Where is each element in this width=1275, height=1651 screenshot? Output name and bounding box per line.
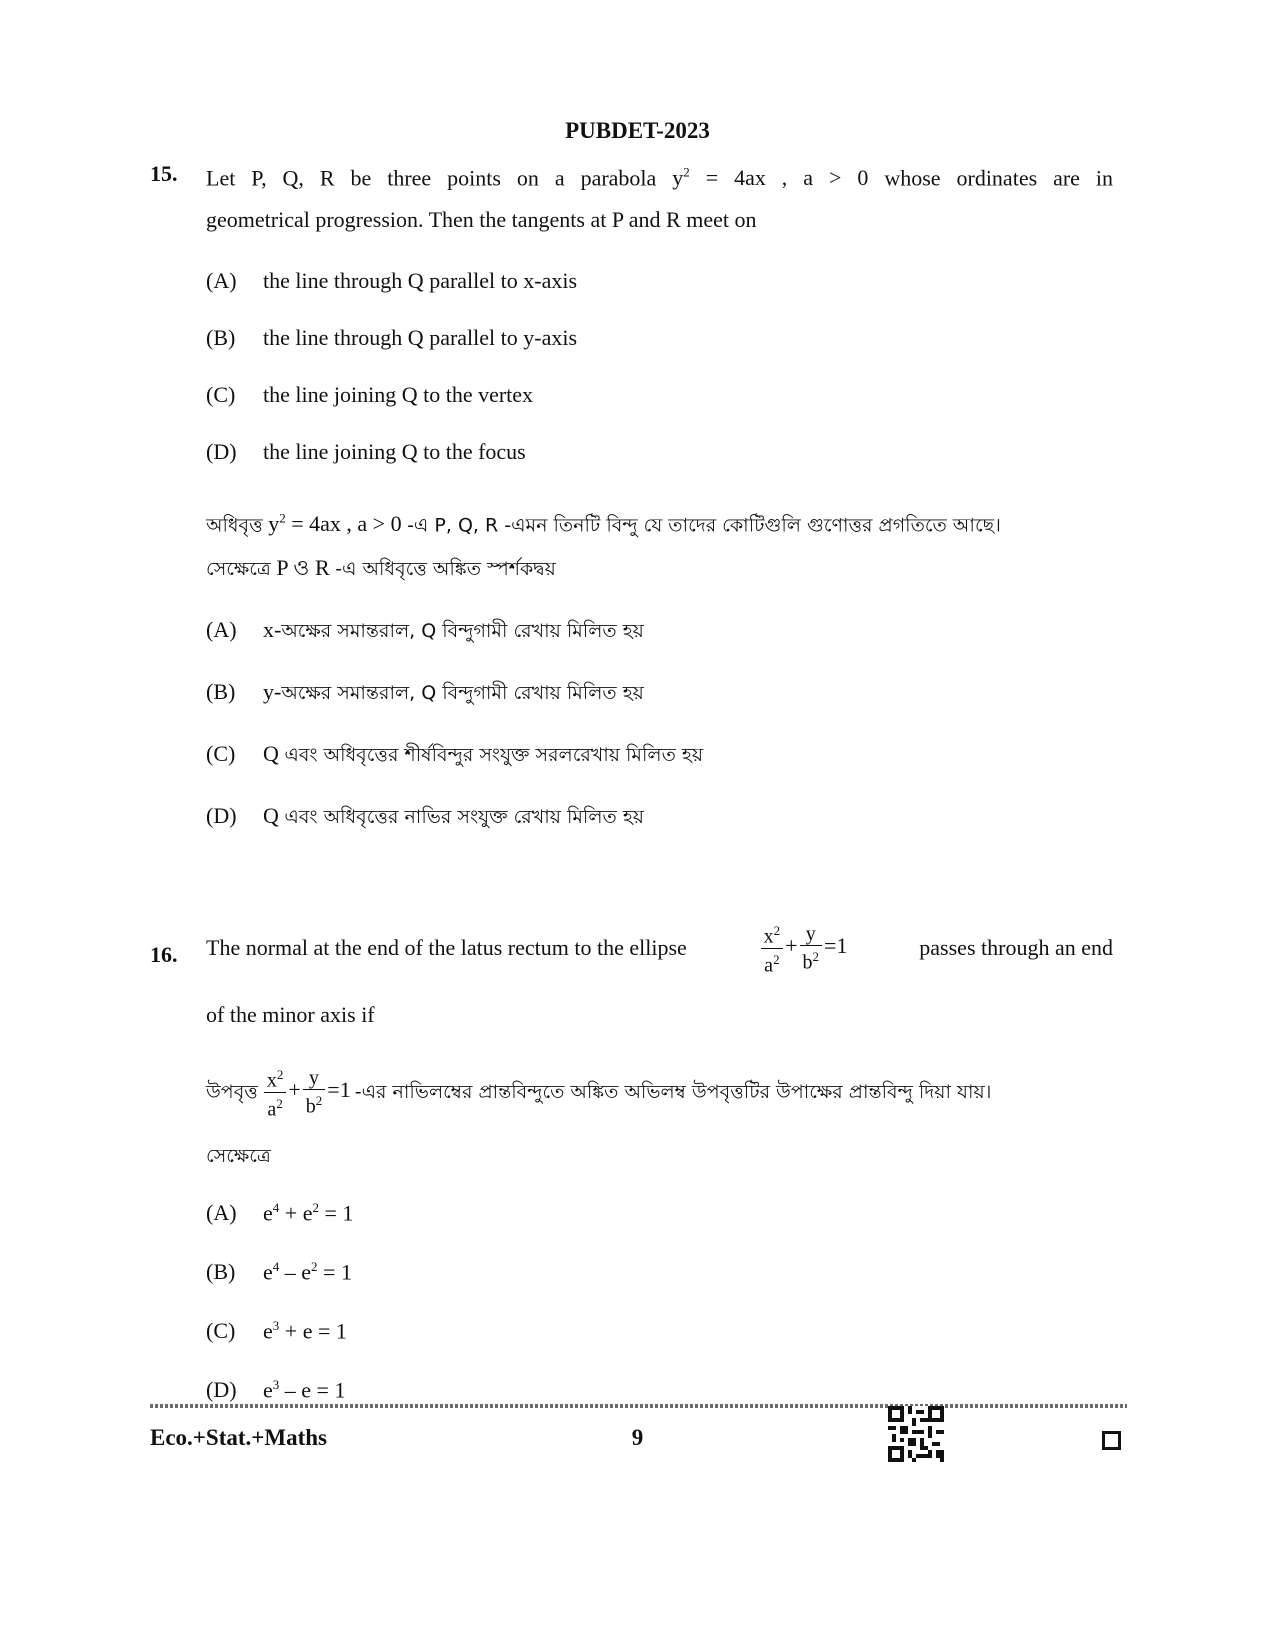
q15-option-d: (D) the line joining Q to the focus xyxy=(206,439,526,464)
q15-english-line-2: geometrical progression. Then the tangents at P and R meet on xyxy=(206,207,757,232)
q16-english-line-1 xyxy=(206,920,1113,976)
q15-bengali-line-2: সেক্ষেত্রে P ও R -এ অধিবৃত্তে অঙ্কিত স্পর্শকদ্বয় xyxy=(206,555,556,580)
q15-bengali-option-b: (B) y-অক্ষের সমান্তরাল, Q বিন্দুগামী রেখায় মিলিত হয় xyxy=(206,679,644,704)
q15-bengali-line-1: অধিবৃত্ত $y^2 = 4ax$ , a > 0 -এ P, Q, R -এমন তিনটি বিন্দু যে তাদের কোটিগুলি গুণোত্তর প্রগতিতে আছে। xyxy=(206,511,1001,537)
q15-bengali-option-a: (A) x-অক্ষের সমান্তরাল, Q বিন্দুগামী রেখায় মিলিত হয় xyxy=(206,617,644,642)
question-number-15: 15. xyxy=(150,161,178,186)
q15-bengali-option-d: (D) Q এবং অধিবৃত্তের নাভির সংযুক্ত রেখায় মিলিত হয় xyxy=(206,803,644,828)
q16-english-line-2: of the minor axis if xyxy=(206,1002,375,1027)
qr-code-icon xyxy=(888,1406,944,1462)
checkbox-square-icon xyxy=(1102,1431,1121,1450)
q16-equation: $\frac{x^2}{a^2}$ + $\frac{y}{b^2}$ =1 xyxy=(759,920,848,976)
q15-bengali-option-c: (C) Q এবং অধিবৃত্তের শীর্ষবিন্দুর সংযুক্ত সরলরেখায় মিলিত হয় xyxy=(206,741,704,766)
q16-bengali-equation: $\frac{x^2}{a^2}$ + $\frac{y}{b^2}$ =1 xyxy=(262,1064,351,1120)
q15-option-c: (C) the line joining Q to the vertex xyxy=(206,382,534,407)
q16-text-b: passes through an end xyxy=(919,935,1113,961)
page-number: 9 xyxy=(631,1425,644,1450)
q16-option-d: (D) $e^3 - e = 1$ xyxy=(206,1377,346,1403)
subject-label: Eco.+Stat.+Maths xyxy=(150,1425,327,1450)
q16-option-c: (C) $e^3 + e = 1$ xyxy=(206,1318,347,1344)
q16-text-a: The normal at the end of the latus rectum to the ellipse xyxy=(206,935,687,961)
q15-option-b: (B) the line through Q parallel to y-axis xyxy=(206,325,578,350)
q15-english-line-1 xyxy=(206,158,1113,193)
q16-bengali-line-2: সেক্ষেত্রে xyxy=(206,1145,271,1167)
q15-text-a: Let P, Q, R be three points on a parabola xyxy=(206,165,657,191)
q15-equation: $y^2 = 4ax$ , a > 0 xyxy=(672,165,869,191)
q15-option-a: (A) the line through Q parallel to x-axis xyxy=(206,268,578,293)
q16-bengali-line-1: উপবৃত্ত $\frac{x^2}{a^2}$ + $\frac{y}{b^2}$ =1 -এর নাভিলম্বের প্রান্তবিন্দুতে অঙ্কিত অভিলম্ব উপবৃত্তটির উপাক্ষের প্রান্তবিন্দু দিয়া যায়। xyxy=(206,1064,991,1120)
q16-option-a: (A) $e^4 + e^2 = 1$ xyxy=(206,1200,354,1226)
q16-option-b: (B) $e^4 - e^2 = 1$ xyxy=(206,1259,352,1285)
q15-text-b: whose ordinates are in xyxy=(884,165,1114,191)
question-number-16: 16. xyxy=(150,942,178,967)
confidential-strip xyxy=(150,1404,1127,1408)
page-title: PUBDET-2023 xyxy=(565,118,710,143)
q15-bengali-equation: $y^2 = 4ax$ , a > 0 xyxy=(268,511,402,537)
